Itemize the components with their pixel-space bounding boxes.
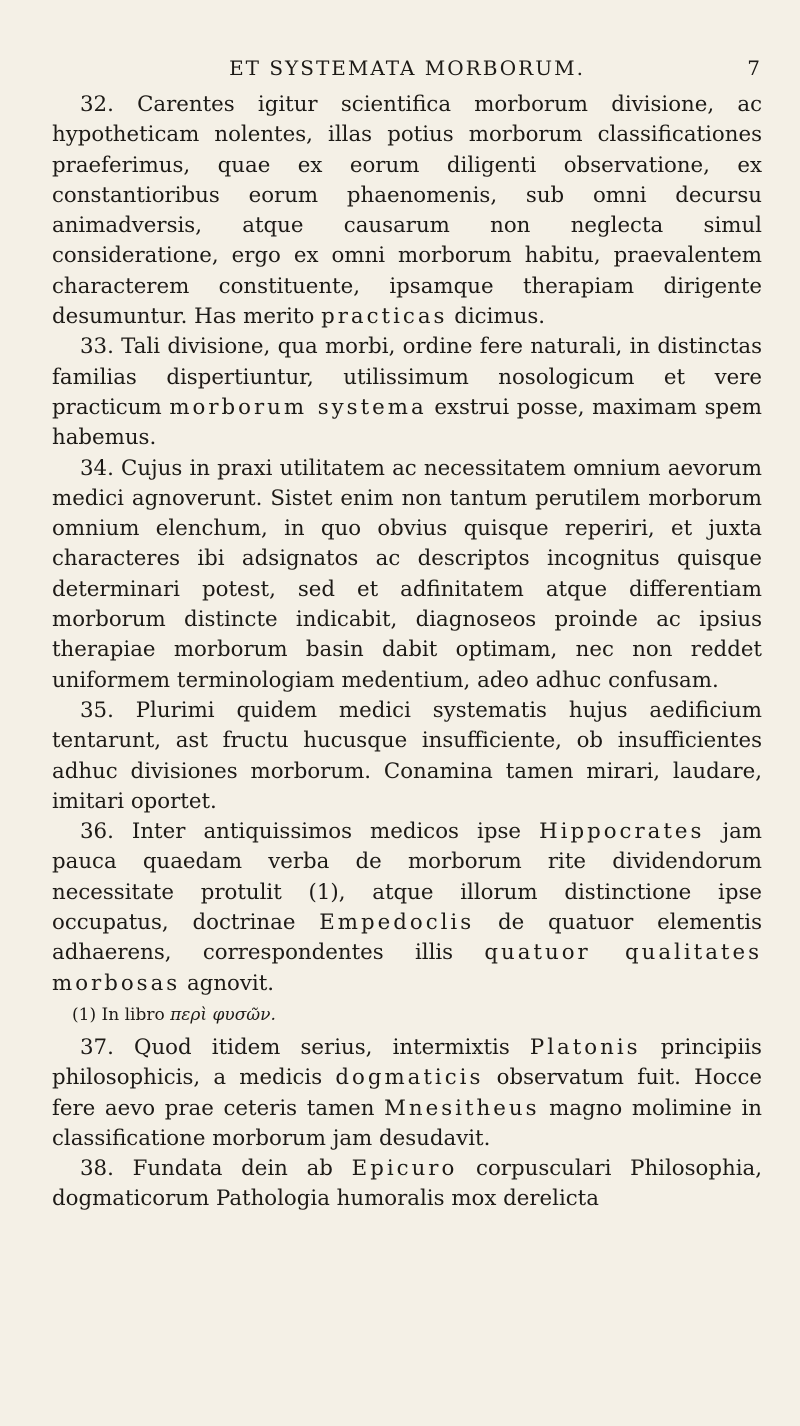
- emphasis-practicas: practicas: [321, 304, 448, 330]
- page-header: [52, 52, 762, 86]
- emphasis-hippocrates: Hippocrates: [539, 819, 705, 845]
- emphasis-morborum-systema: morborum systema: [169, 394, 427, 420]
- emphasis-empedoclis: Empedoclis: [319, 910, 475, 936]
- emphasis-dogmaticis: dogmaticis: [335, 1065, 484, 1091]
- paragraph-35: 35. Plurimi quidem medici systematis hujus aedificium tentarunt, ast fructu hucusque insufficiente, ob insufficientes adhuc divisiones morborum. Conamina tamen mirari, laudare, imitari oportet.: [52, 697, 762, 814]
- footnote-text: In libro: [101, 1004, 165, 1025]
- emphasis-epicuro: Epicuro: [351, 1156, 458, 1182]
- emphasis-mnesitheus: Mnesitheus: [384, 1095, 540, 1121]
- footnote: [72, 1001, 762, 1029]
- paragraph-36: 36. Inter antiquissimos medicos ipse Hippocrates jam pauca quaedam verba de morborum rite dividendorum necessitate protulit (1), atque illorum distinctione ipse occupatus, doctrinae Empedoclis de quatuor elementis adhaerens, correspondentes illis quatuor qualitates morbosas agnovit.: [52, 819, 763, 996]
- paragraph-34: 34. Cujus in praxi utilitatem ac necessitatem omnium aevorum medici agnoverunt. Sistet enim non tantum perutilem morborum omnium elenchum, in quo obvius quisque reperiri, et juxta characteres ibi adsignatos ac descriptos incognitus quisque determinari potest, sed et adfinitatem atque differentiam morborum distincte indicabit, diagnoseos proinde ac ipsius therapiae morborum basin dabit optimam, nec non reddet uniformem terminologiam medentium, adeo adhuc confusam.: [52, 455, 762, 693]
- body-text: [52, 90, 762, 1215]
- page-number: 7: [747, 56, 762, 80]
- footnote-greek: περὶ φυσῶν.: [170, 1004, 276, 1025]
- paragraph-37: 37. Quod itidem serius, intermixtis Platonis principiis philosophicis, a medicis dogmaticis observatum fuit. Hocce fere aevo prae ceteris tamen Mnesitheus magno molimine in classificatione morborum jam desudavit.: [52, 1034, 763, 1151]
- running-title: ET SYSTEMATA MORBORUM.: [229, 56, 585, 80]
- document-page: [52, 52, 762, 1215]
- paragraph-38: 38. Fundata dein ab Epicuro corpusculari Philosophia, dogmaticorum Pathologia humoralis mox derelicta: [52, 1156, 762, 1212]
- paragraph-32: 32. Carentes igitur scientifica morborum divisione, ac hypotheticam nolentes, illas potius morborum classificationes praeferimus, quae ex eorum diligenti observatione, ex constantioribus eorum phaenomenis, sub omni decursu animadversis, atque causarum non neglecta simul consideratione, ergo ex omni morborum habitu, praevalentem characterem constituente, ipsamque therapiam dirigente desumuntur. Has merito practicas dicimus.: [52, 92, 762, 330]
- emphasis-platonis: Platonis: [529, 1034, 641, 1060]
- paragraph-33: 33. Tali divisione, qua morbi, ordine fere naturali, in distinctas familias dispertiuntur, utilissimum nosologicum et vere practicum morborum systema exstrui posse, maximam spem habemus.: [52, 334, 762, 451]
- footnote-marker: (1): [72, 1004, 97, 1025]
- emphasis-quatuor-qualitates: quatuor qualitates morbosas: [52, 940, 762, 996]
